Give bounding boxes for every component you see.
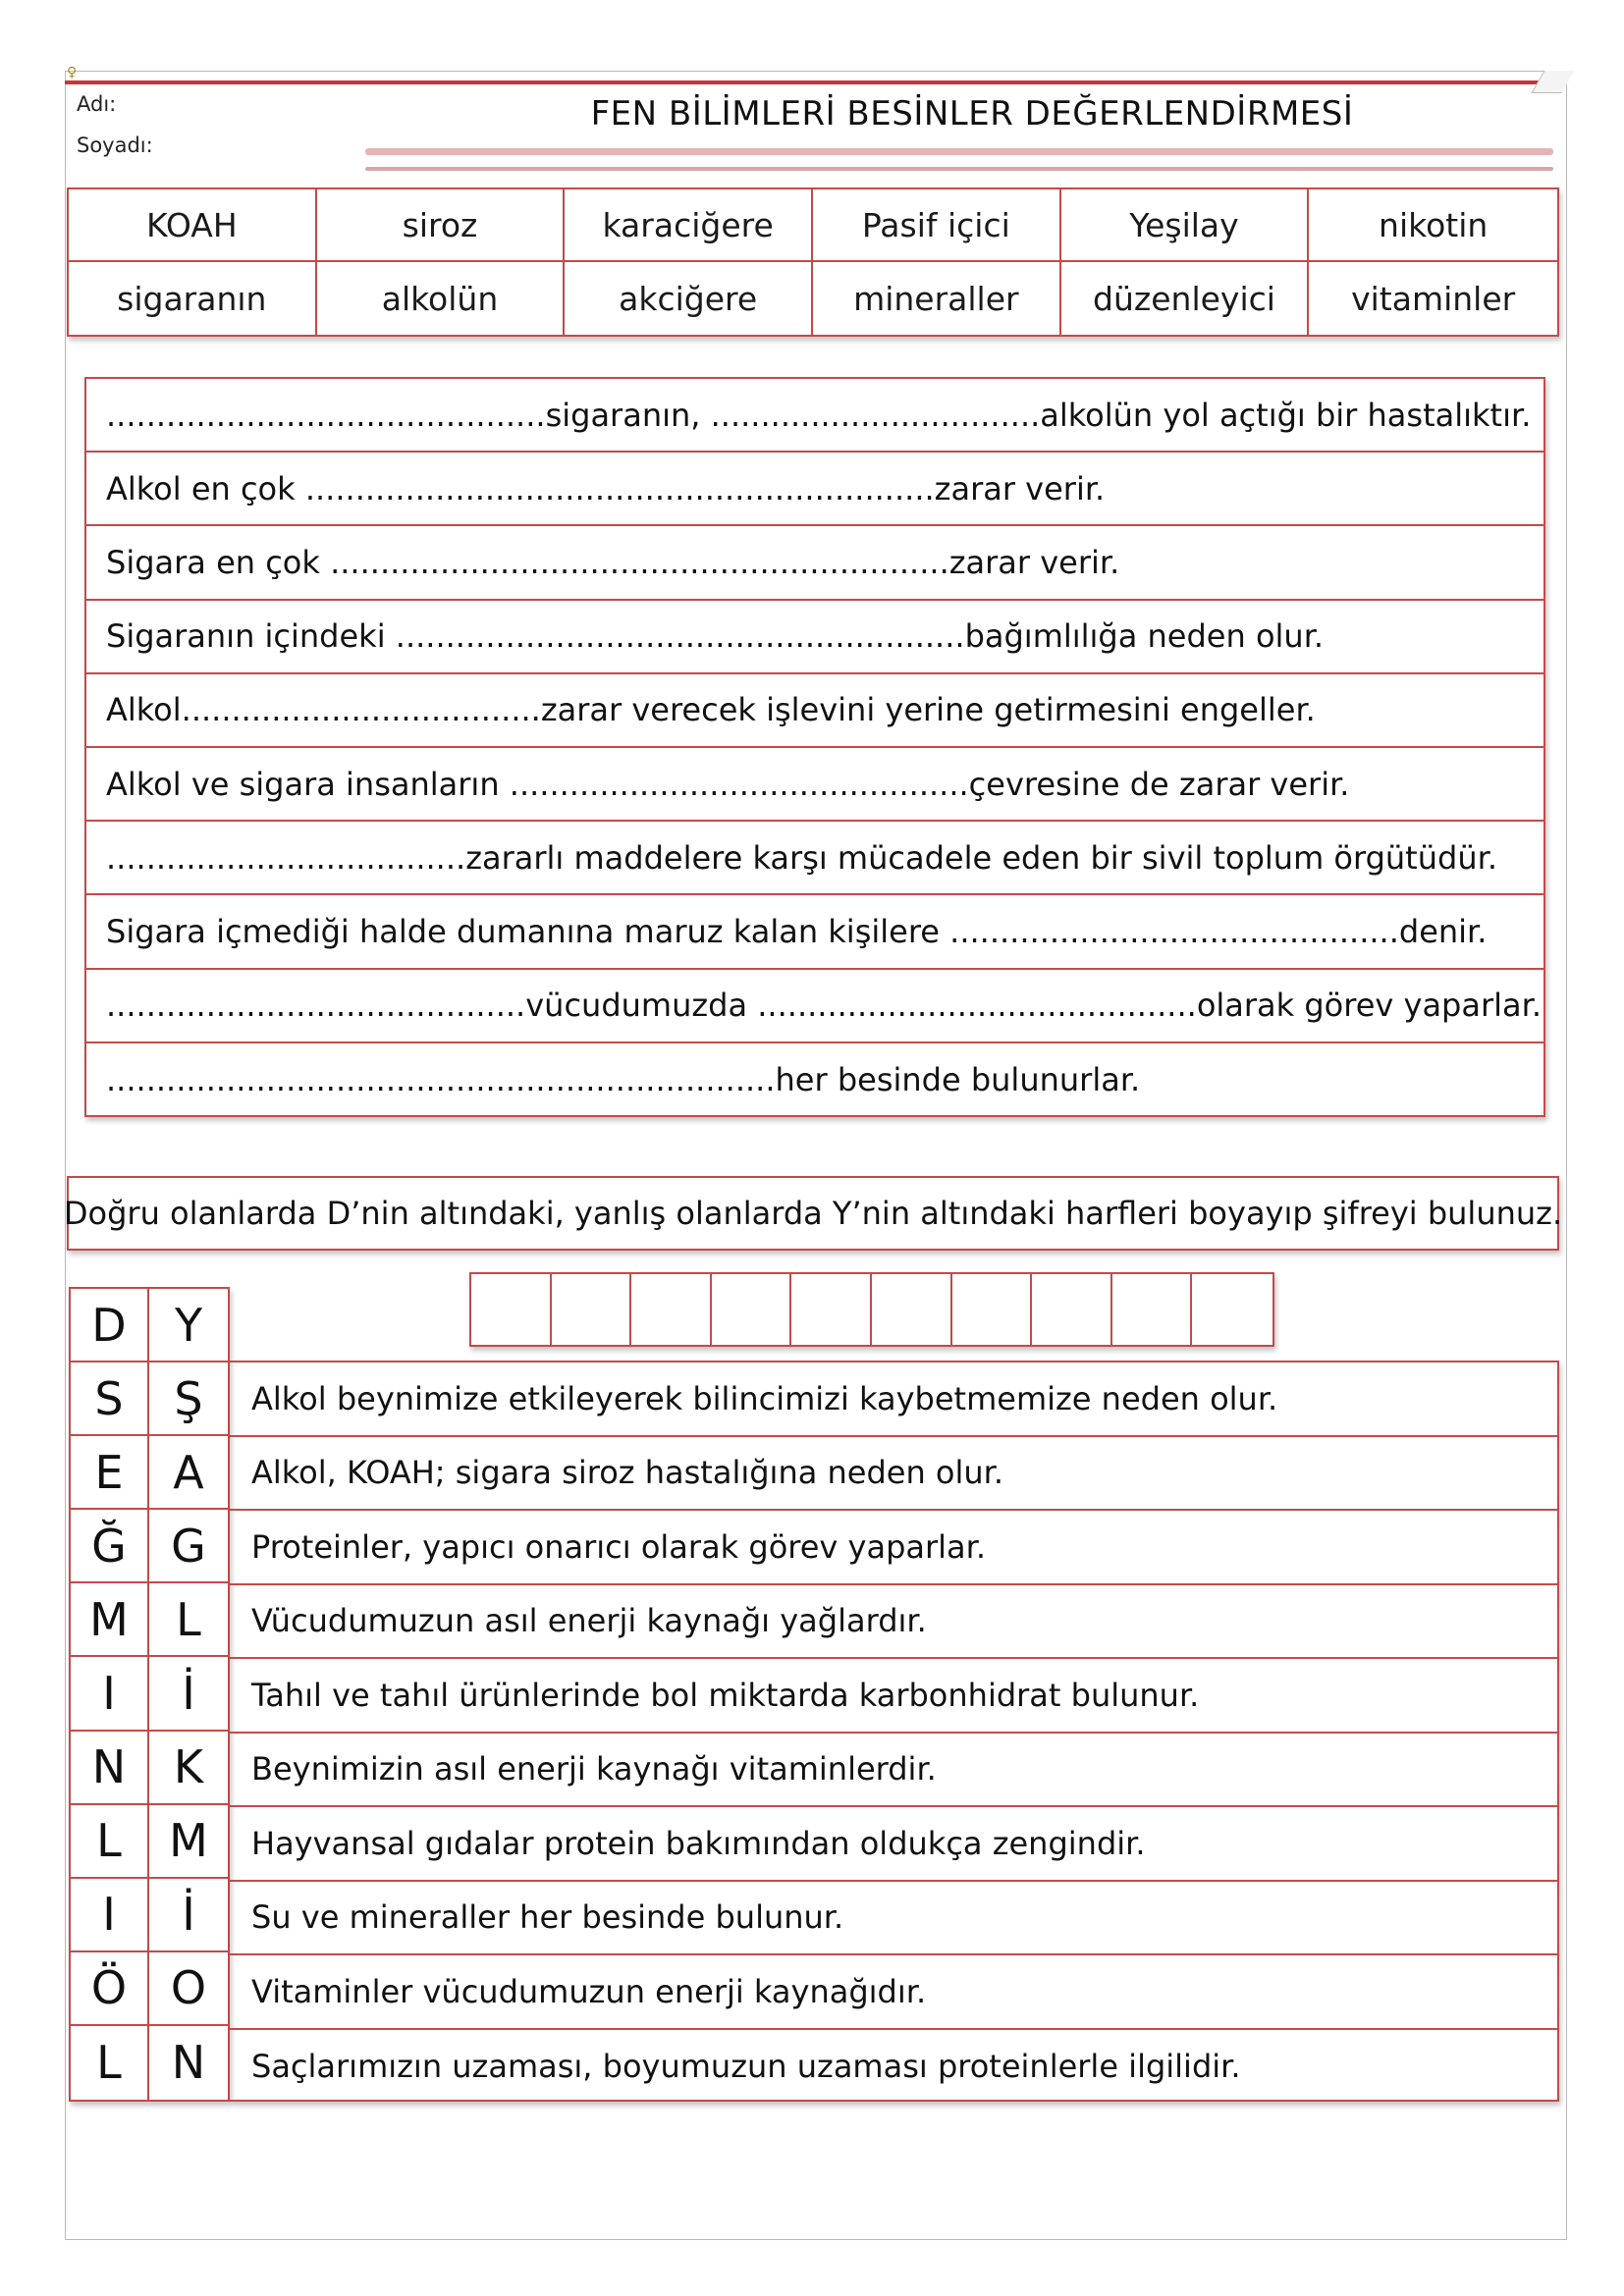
statement-row: Proteinler, yapıcı onarıcı olarak görev yaparlar.	[230, 1511, 1557, 1585]
fill-sentence[interactable]: Alkol ve sigara insanların ..............................................çevresine de zarar verir.	[86, 748, 1543, 822]
statement-row: Hayvansal gıdalar protein bakımından oldukça zengindir.	[230, 1807, 1557, 1882]
true-letter[interactable]: I	[71, 1657, 149, 1731]
password-box[interactable]	[1112, 1274, 1193, 1345]
false-letter[interactable]: O	[149, 1952, 228, 2026]
statement-row: Vücudumuzun asıl enerji kaynağı yağlardır.	[230, 1585, 1557, 1660]
password-box[interactable]	[631, 1274, 712, 1345]
false-letter[interactable]: L	[149, 1583, 228, 1657]
title-underline	[365, 148, 1553, 155]
password-box[interactable]	[552, 1274, 632, 1345]
true-false-statements	[230, 1361, 1559, 2102]
fill-sentence[interactable]: ..........................................vücudumuzda ............................................olarak görev yaparlar.	[86, 970, 1543, 1043]
name-label: Adı:	[77, 92, 117, 116]
word-bank-cell: akciğere	[565, 262, 813, 335]
true-letter[interactable]: L	[71, 1805, 149, 1879]
word-bank-cell: alkolün	[317, 262, 566, 335]
fill-sentence[interactable]: Alkol en çok ...............................................................zarar verir.	[86, 453, 1543, 526]
statement-row: Vitaminler vücudumuzun enerji kaynağıdır.	[230, 1955, 1557, 2030]
page-bottom-line	[65, 2239, 1567, 2240]
false-letter[interactable]: A	[149, 1436, 228, 1510]
false-letter[interactable]: M	[149, 1805, 228, 1879]
true-header: D	[71, 1289, 149, 1362]
fill-sentence[interactable]: Sigara içmediği halde dumanına maruz kalan kişilere .............................................denir.	[86, 895, 1543, 969]
word-bank-cell: siroz	[317, 189, 566, 262]
fill-sentence[interactable]: Alkol....................................zarar verecek işlevini yerine getirmesini engeller.	[86, 674, 1543, 748]
statement-row: Su ve mineraller her besinde bulunur.	[230, 1882, 1557, 1956]
password-boxes	[469, 1272, 1274, 1347]
statement-row: Alkol, KOAH; sigara siroz hastalığına neden olur.	[230, 1437, 1557, 1512]
corner-mark-icon: ♀	[67, 65, 78, 80]
password-box[interactable]	[1192, 1274, 1272, 1345]
word-bank-cell: vitaminler	[1351, 279, 1516, 318]
password-box[interactable]	[1032, 1274, 1112, 1345]
fill-sentence[interactable]: Sigara en çok ..............................................................zarar verir.	[86, 526, 1543, 600]
true-letter[interactable]: I	[71, 1879, 149, 1952]
false-letter[interactable]: İ	[149, 1879, 228, 1952]
word-bank	[67, 187, 1559, 337]
page-title: FEN BİLİMLERİ BESİNLER DEĞERLENDİRMESİ	[590, 94, 1354, 133]
true-letter[interactable]: Ö	[71, 1952, 149, 2026]
word-bank-cell: nikotin	[1309, 189, 1557, 262]
true-letter[interactable]: N	[71, 1732, 149, 1805]
true-letter[interactable]: M	[71, 1583, 149, 1657]
false-letter[interactable]: İ	[149, 1657, 228, 1731]
top-accent-bar	[65, 80, 1567, 84]
true-letter[interactable]: S	[71, 1362, 149, 1436]
word-bank-cell: karaciğere	[565, 189, 813, 262]
statement-row: Beynimizin asıl enerji kaynağı vitaminlerdir.	[230, 1734, 1557, 1808]
true-letter[interactable]: Ğ	[71, 1510, 149, 1583]
fill-sentence[interactable]: ............................................sigaranın, .................................alkolün yol açtığı bir hastalıktır.	[86, 379, 1543, 453]
word-bank-cell: mineraller	[813, 262, 1061, 335]
true-letter[interactable]: E	[71, 1436, 149, 1510]
true-letter[interactable]: L	[71, 2026, 149, 2100]
surname-label: Soyadı:	[77, 133, 153, 157]
fill-sentence[interactable]: ....................................zararlı maddelere karşı mücadele eden bir sivil toplum örgütüdür.	[86, 822, 1543, 895]
word-bank-cell: KOAH	[69, 189, 317, 262]
word-bank-cell: sigaranın	[69, 262, 317, 335]
true-false-letter-grid	[69, 1287, 230, 2102]
false-letter[interactable]: Ş	[149, 1362, 228, 1436]
fill-in-blanks-section	[84, 377, 1545, 1117]
password-box[interactable]	[872, 1274, 952, 1345]
false-letter[interactable]: N	[171, 2036, 206, 2090]
word-bank-cell: düzenleyici	[1061, 262, 1310, 335]
password-box[interactable]	[471, 1274, 552, 1345]
fill-sentence[interactable]: ...................................................................her besinde bulunurlar.	[106, 1061, 1141, 1099]
fill-sentence[interactable]: Sigaranın içindeki .........................................................bağımlılığa neden olur.	[86, 601, 1543, 674]
false-letter[interactable]: G	[149, 1510, 228, 1583]
password-box[interactable]	[791, 1274, 872, 1345]
statement-row: Saçlarımızın uzaması, boyumuzun uzaması proteinlerle ilgilidir.	[251, 2048, 1241, 2086]
word-bank-cell: Pasif içici	[813, 189, 1061, 262]
password-box[interactable]	[712, 1274, 792, 1345]
statement-row: Tahıl ve tahıl ürünlerinde bol miktarda karbonhidrat bulunur.	[230, 1659, 1557, 1734]
word-bank-cell: Yeşilay	[1061, 189, 1310, 262]
false-header: Y	[149, 1289, 228, 1362]
password-box[interactable]	[952, 1274, 1033, 1345]
instruction-text: Doğru olanlarda D’nin altındaki, yanlış olanlarda Y’nin altındaki harfleri boyayıp şifreyi bulunuz.	[67, 1176, 1559, 1251]
statement-row: Alkol beynimize etkileyerek bilincimizi kaybetmemize neden olur.	[230, 1362, 1557, 1437]
title-underline-2	[365, 167, 1553, 171]
false-letter[interactable]: K	[149, 1732, 228, 1805]
